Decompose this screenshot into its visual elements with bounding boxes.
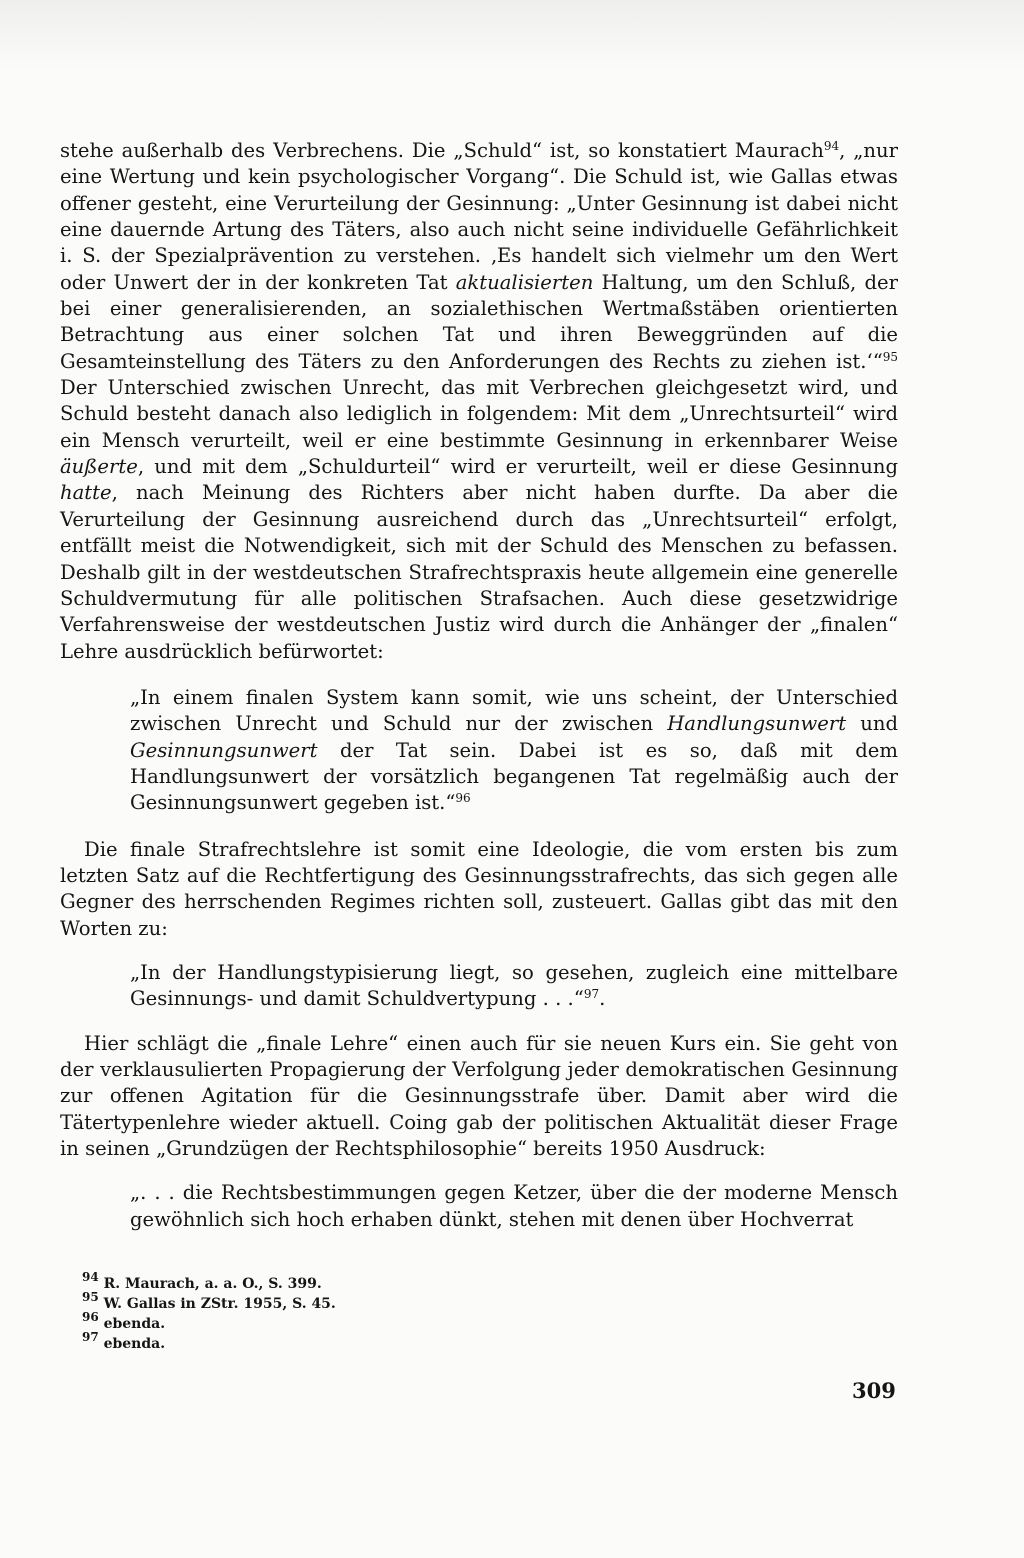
footnote-94: $^{94}$ R. Maurach, a. a. O., S. 399. [82,1270,322,1292]
block-quote-3: „. . . die Rechtsbestimmungen gegen Ketzer, über die der moderne Mensch gewöhnlich sich hoch erhaben dünkt, stehen mit denen über Hochverrat [130,1181,898,1231]
spacer [60,1013,898,1031]
paragraph-1: stehe außerhalb des Verbrechens. Die „Schuld“ ist, so konstatiert Maurach$^{94}$, „nur eine Wertung und kein psychologischer Vorgang“. Die Schuld ist, wie Gallas etwas offener gesteht, eine Verurteilung der Gesinnung: „Unter Gesinnung ist dabei nicht eine dauernde Artung des Täters, also auch nicht seine individuelle Gefährlichkeit i. S. der Spezialprävention zu verstehen. ‚Es handelt sich vielmehr um den Wert oder Unwert der in der konkreten Tat aktualisierten Haltung, um den Schluß, der bei einer generalisierenden, an sozialethischen Wertmaßstäben orientierten Betrachtung aus einer solchen Tat und ihren Beweggründen auf die Gesamteinstellung des Täters zu den Anforderungen des Rechts zu ziehen ist.‘“$^{95}$ Der Unterschied zwischen Unrecht, das mit Verbrechen gleichgesetzt wird, und Schuld besteht danach also lediglich in folgendem: Mit dem „Unrechtsurteil“ wird ein Mensch verurteilt, weil er eine bestimmte Gesinnung in erkennbarer Weise äußerte, und mit dem „Schuldurteil“ wird er verurteilt, weil er diese Gesinnung hatte, nach Meinung des Richters aber nicht haben durfte. Da aber die Verurteilung der Gesinnung ausreichend durch das „Unrechtsurteil“ erfolgt, entfällt meist die Notwendigkeit, sich mit der Schuld des Menschen zu befassen. Deshalb gilt in der westdeutschen Strafrechtspraxis heute allgemein eine generelle Schuldvermutung für alle politischen Strafsachen. Auch diese gesetzwidrige Verfahrensweise der westdeutschen Justiz wird durch die Anhänger der „finalen“ Lehre ausdrücklich befürwortet: [60,139,898,663]
paragraph-3: Hier schlägt die „finale Lehre“ einen auch für sie neuen Kurs ein. Sie geht von der verklausulierten Propagierung der Verfolgung jeder demokratischen Gesinnung zur offenen Agitation für die Gesinnungsstrafe über. Damit aber wird die Tätertypenlehre wieder aktuell. Coing gab der politischen Aktualität dieser Frage in seinen „Grundzügen der Rechtsphilosophie“ bereits 1950 Ausdruck: [60,1031,898,1161]
spacer [60,665,898,685]
footnote-ref-97: 97 [583,987,600,1002]
footnote-ref-94: 94 [823,139,840,153]
footnotes [82,1270,336,1354]
page-number: 309 [852,1378,896,1403]
spacer [60,1162,898,1180]
paragraph-2: Die finale Strafrechtslehre ist somit eine Ideologie, die vom ersten bis zum letzten Satz auf die Rechtfertigung des Gesinnungsstrafrechts, das sich gegen alle Gegner des herrschenden Regimes richten soll, zusteuert. Gallas gibt das mit den Worten zu: [60,837,898,940]
footnote-ref-95: 95 [882,349,898,364]
block-quote-2: „In der Handlungstypisierung liegt, so gesehen, zugleich eine mittelbare Gesinnungs- und damit Schuldvertypung . . .“$^{97}$. [130,960,898,1011]
footnote-ref-96: 96 [455,791,471,806]
footnote-95: $^{95}$ W. Gallas in ZStr. 1955, S. 45. [82,1290,336,1312]
spacer [60,817,898,837]
block-quote-1: „In einem finalen System kann somit, wie uns scheint, der Unterschied zwischen Unrecht und Schuld nur der zwischen Handlungsunwert und Gesinnungsunwert der Tat sein. Dabei ist es so, daß mit dem Handlungsunwert der vorsätzlich begangenen Tat regelmäßig auch der Gesinnungsunwert gegeben ist.“$^{96}$ [130,685,898,815]
footnote-97: $^{97}$ ebenda. [82,1330,166,1352]
scan-edge-shading [0,0,1024,70]
body-text [60,138,898,1233]
spacer [60,942,898,960]
footnote-96: $^{96}$ ebenda. [82,1310,166,1332]
